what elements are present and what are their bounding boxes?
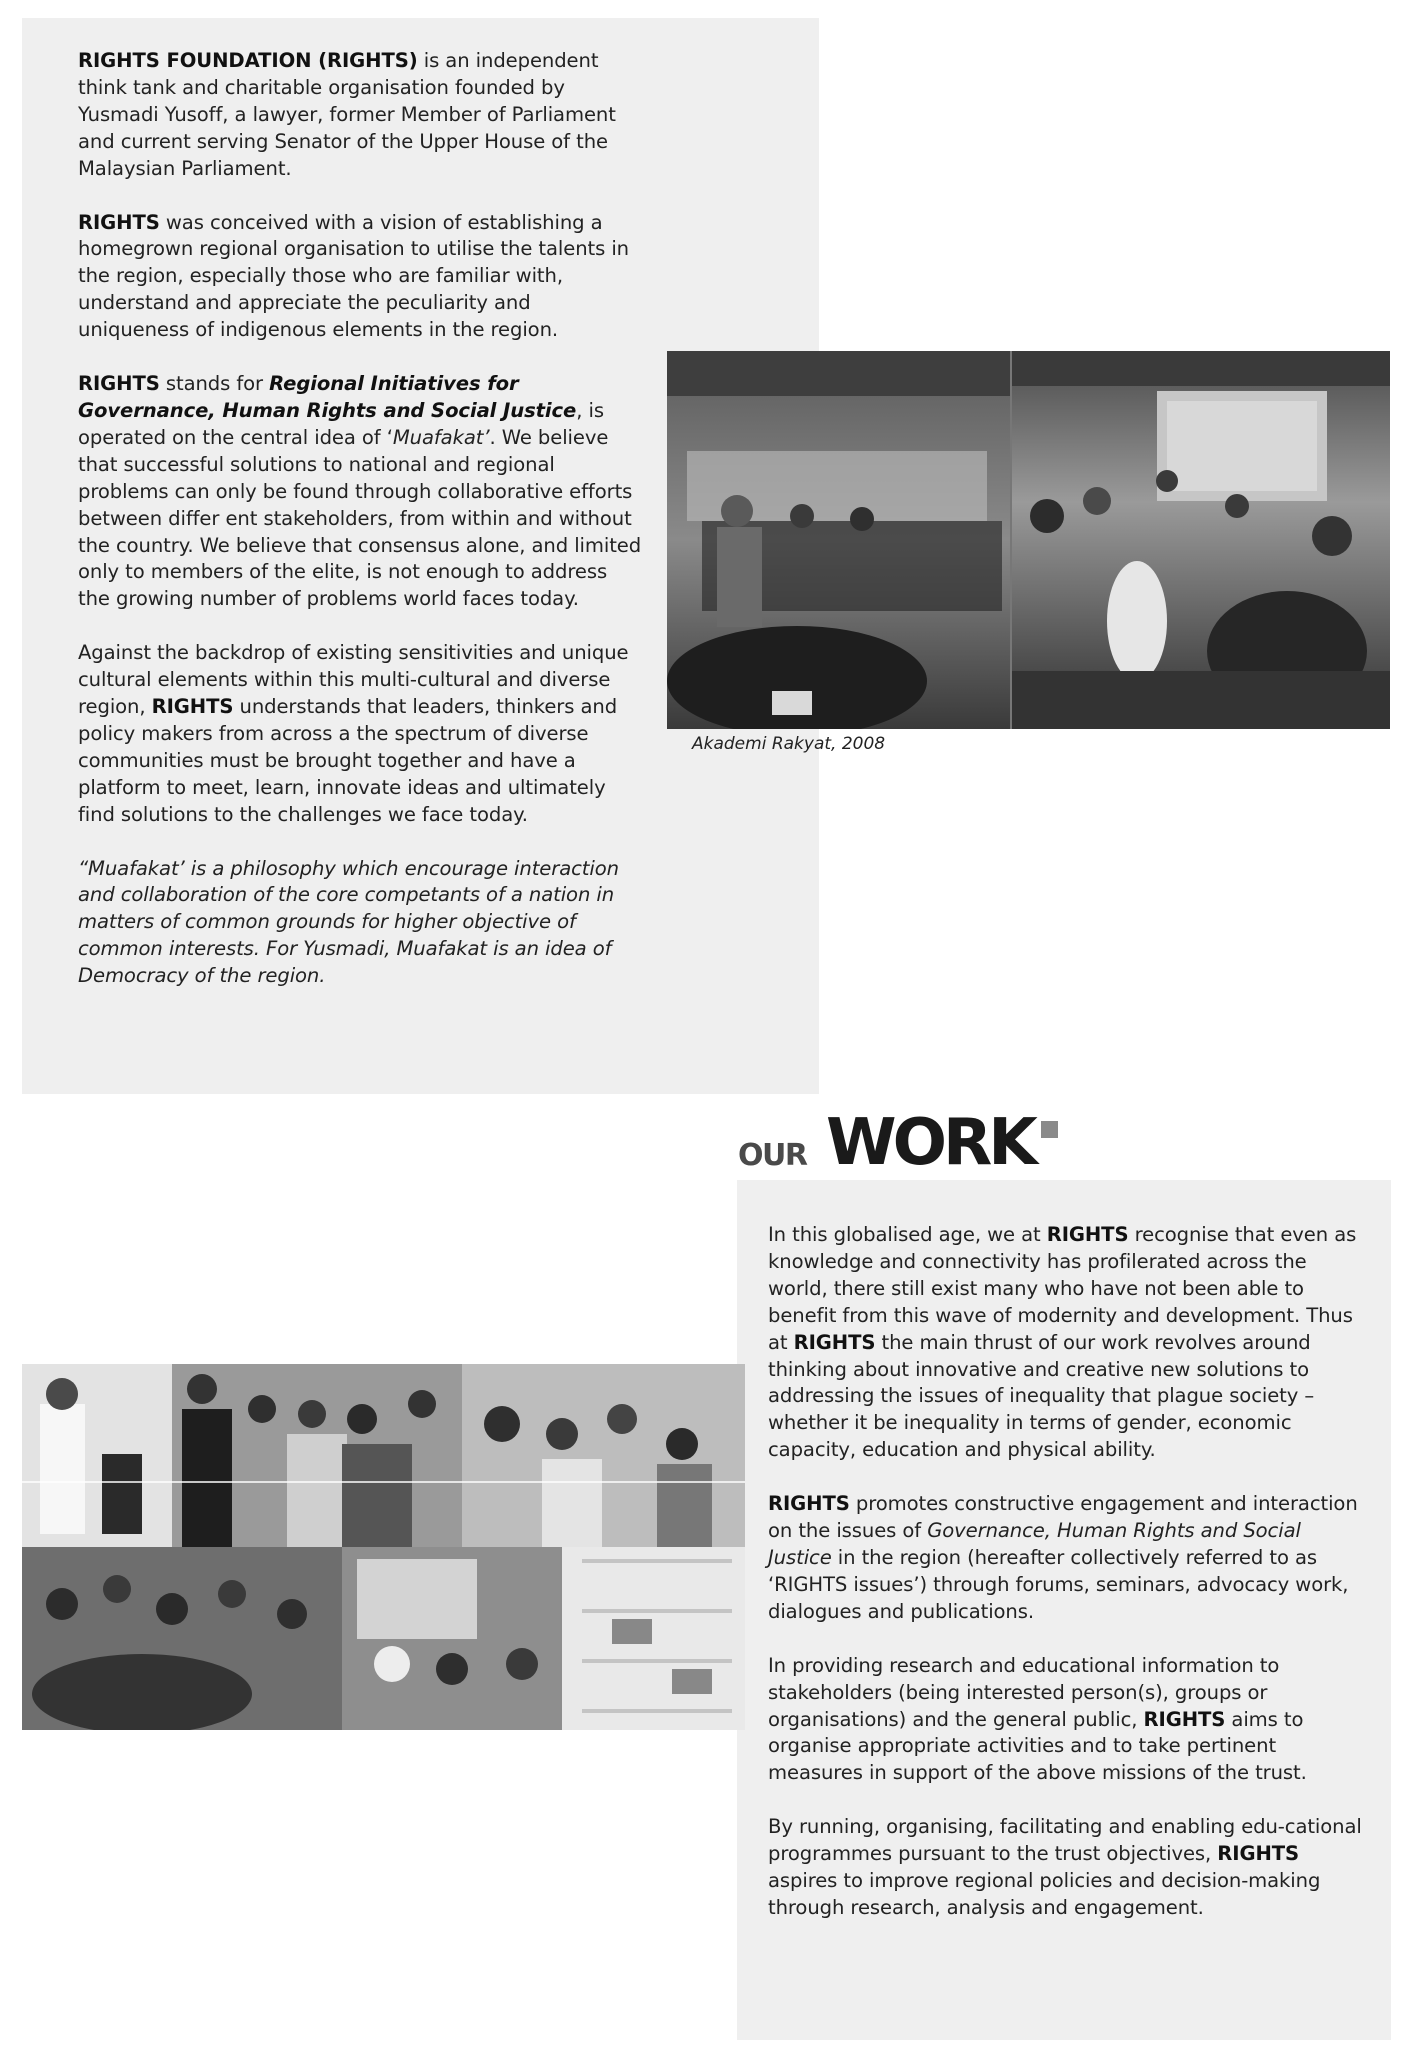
workshop-photo [667,351,1390,729]
work-paragraph-3: In providing research and educational information to stakeholders (being interested person(s), groups or organisations) and the general public, RIGHTS aims to organise appropriate activities and to take pertinent measures in support of the above missions of the trust. [768,1653,1307,1785]
our-work-heading [738,1106,1058,1180]
photo-caption: Akademi Rakyat, 2008 [692,734,886,754]
work-paragraph-4: By running, organising, facilitating and enabling edu-cational programmes pursuant to the trust objectives, RIGHTS aspires to improve regional policies and decision-making through research, analysis and engagement. [768,1815,1362,1919]
work-paragraph-2: RIGHTS promotes constructive engagement and interaction on the issues of Governance, Human Rights and Social Justice in the region (hereafter collectively referred to as ‘RIGHTS issues’) through forums, seminars, advocacy work, dialogues and publications. [768,1492,1358,1623]
work-paragraph-1: In this globalised age, we at RIGHTS recognise that even as knowledge and connectivity has profilerated across the world, there still exist many who have not been able to benefit from this wave of modernity and development. Thus at RIGHTS the main thrust of our work revolves around thinking about innovative and creative new solutions to addressing the issues of inequality that plague society – whether it be inequality in terms of gender, economic capacity, education and physical ability. [768,1223,1357,1462]
intro-paragraph-1: RIGHTS FOUNDATION (RIGHTS) is an independent think tank and charitable organisation founded by Yusmadi Yusoff, a lawyer, former Member of Parliament and current serving Senator of the Upper House of the Malaysian Parliament. [78,49,616,180]
intro-paragraph-3: RIGHTS stands for Regional Initiatives for Governance, Human Rights and Social Justice, is operated on the central idea of ‘Muafakat’. We believe that successful solutions to national and regional problems can only be found through collaborative efforts between differ ent stakeholders, from within and without the country. We believe that consensus alone, and limited only to members of the elite, is not enough to address the growing number of problems world faces today. [78,372,642,611]
heading-square-mark [1041,1121,1058,1138]
intro-paragraph-4: Against the backdrop of existing sensitivities and unique cultural elements within this multi-cultural and diverse region, RIGHTS understands that leaders, thinkers and policy makers from across a the spectrum of diverse communities must be brought together and have a platform to meet, learn, innovate ideas and ultimately find solutions to the challenges we face today. [78,641,629,826]
intro-paragraph-2: RIGHTS was conceived with a vision of establishing a homegrown regional organisation to utilise the talents in the region, especially those who are familiar with, understand and appreciate the peculiarity and uniqueness of indigenous elements in the region. [78,210,629,342]
our-work-text [768,1222,1363,1949]
heading-work: WORK [826,1106,1034,1180]
collage-photo [22,1364,745,1730]
intro-text [78,48,643,1017]
heading-our: OUR [738,1138,807,1173]
intro-quote: “Muafakat’ is a philosophy which encourage interaction and collaboration of the core competants of a nation in matters of common grounds for higher objective of common interests. For Yusmadi, Muafakat is an idea of Democracy of the region. [78,856,619,988]
